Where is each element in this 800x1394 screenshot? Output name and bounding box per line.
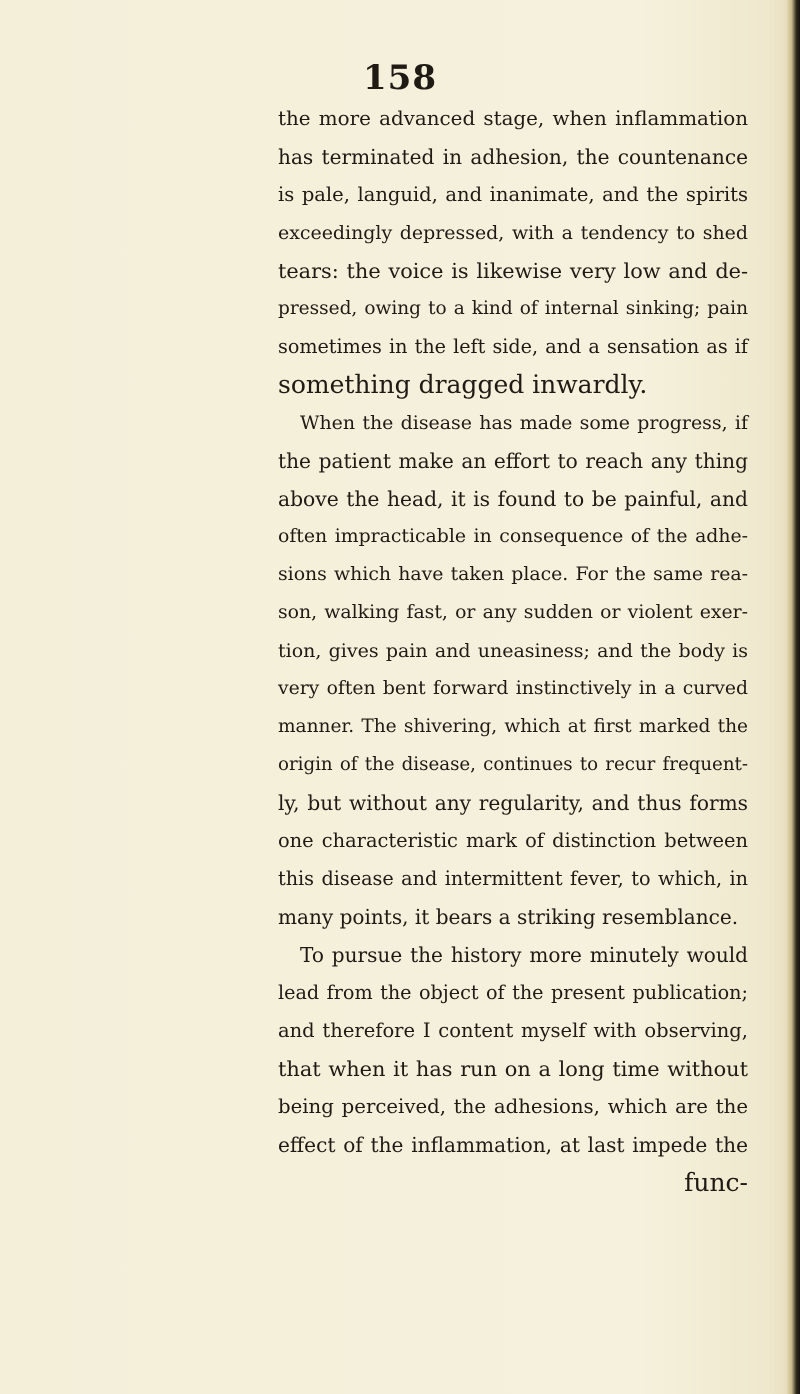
text-line: the patient make an effort to reach any thing	[278, 449, 748, 473]
paragraph-start-line: To pursue the history more minutely would	[300, 943, 748, 967]
page-edge-shadow	[786, 0, 800, 1394]
text-line: lead from the object of the present publication;	[278, 981, 748, 1004]
text-line: sometimes in the left side, and a sensation as if	[278, 335, 748, 358]
text-line: is pale, languid, and inanimate, and the spirits	[278, 183, 748, 206]
catchword: func-	[684, 1168, 748, 1197]
text-line: origin of the disease, continues to recur frequent-	[278, 754, 748, 775]
text-line: this disease and intermittent fever, to which, in	[278, 867, 748, 890]
text-line: and therefore I content myself with observing,	[278, 1019, 748, 1042]
text-line: son, walking fast, or any sudden or violent exer-	[278, 602, 748, 623]
text-line: being perceived, the adhesions, which are the	[278, 1095, 748, 1118]
text-line: something dragged inwardly.	[278, 370, 648, 399]
text-line: effect of the inflammation, at last impede the	[278, 1133, 748, 1157]
text-line: many points, it bears a striking resemblance.	[278, 905, 739, 929]
page-number: 158	[363, 58, 437, 98]
text-line: sions which have taken place. For the same rea-	[278, 564, 748, 585]
paragraph-start-line: When the disease has made some progress, if	[300, 412, 748, 434]
text-line: tion, gives pain and uneasiness; and the body is	[278, 640, 748, 662]
text-line: exceedingly depressed, with a tendency to shed	[278, 222, 748, 244]
text-line: the more advanced stage, when inflammation	[278, 107, 748, 130]
text-line: that when it has run on a long time without	[278, 1057, 748, 1081]
text-line: often impracticable in consequence of the adhe-	[278, 526, 748, 547]
text-line: above the head, it is found to be painful, and	[278, 487, 748, 511]
text-line: pressed, owing to a kind of internal sinking; pain	[278, 298, 748, 319]
body-text	[278, 100, 748, 1200]
text-line: ly, but without any regularity, and thus forms	[278, 791, 748, 815]
text-line: very often bent forward instinctively in a curved	[278, 678, 748, 699]
text-line: has terminated in adhesion, the countenance	[278, 145, 748, 169]
text-line: manner. The shivering, which at first marked the	[278, 716, 748, 737]
text-line: one characteristic mark of distinction between	[278, 829, 748, 852]
text-line: tears: the voice is likewise very low and de-	[278, 259, 748, 283]
